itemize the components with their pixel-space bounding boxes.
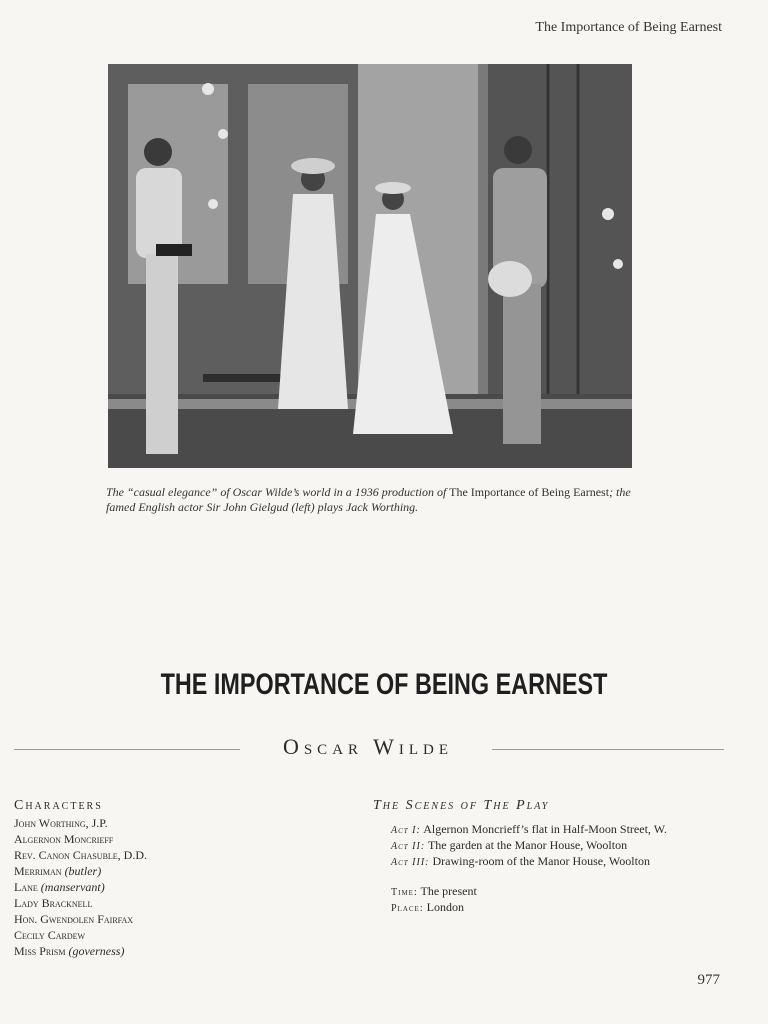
character-item: Rev. Canon Chasuble, D.D.: [14, 848, 148, 862]
scenes-section: [373, 798, 733, 916]
rule-right: [492, 749, 724, 750]
page-number: 977: [697, 972, 720, 988]
caption-play-title: The Importance of Being Earnest: [449, 485, 610, 499]
character-item: Lane (manservant): [14, 880, 105, 894]
running-head: The Importance of Being Earnest: [535, 20, 722, 35]
character-item: Merriman (butler): [14, 864, 102, 878]
production-photo: [108, 64, 632, 468]
caption-text-continued: ; the famed English actor Sir John Gielgud (left) plays Jack Worthing.: [106, 485, 631, 514]
photo-caption: [106, 485, 646, 515]
character-item: Cecily Cardew: [14, 928, 86, 942]
character-item: Miss Prism (governess): [14, 944, 125, 958]
caption-text: The “casual elegance” of Oscar Wilde’s world in a 1936 production of: [106, 485, 447, 499]
place-line: Place: London: [391, 900, 464, 914]
characters-heading: Characters: [14, 798, 103, 813]
time-line: Time: The present: [391, 884, 477, 898]
act-item: Act III: Drawing-room of the Manor House, Woolton: [391, 854, 650, 868]
character-item: Algernon Moncrieff: [14, 832, 114, 846]
act-item: Act II: The garden at the Manor House, Woolton: [391, 838, 628, 852]
character-item: John Worthing, J.P.: [14, 816, 108, 830]
act-item: Act I: Algernon Moncrieff’s flat in Half-Moon Street, W.: [391, 822, 667, 836]
author-line: [14, 734, 724, 764]
characters-section: [14, 798, 314, 959]
play-title: THE IMPORTANCE OF BEING EARNEST: [160, 668, 608, 701]
rule-left: [14, 749, 240, 750]
character-item: Hon. Gwendolen Fairfax: [14, 912, 134, 926]
scenes-heading: The Scenes of The Play: [373, 798, 550, 813]
character-item: Lady Bracknell: [14, 896, 93, 910]
author-name: Oscar Wilde: [282, 734, 454, 759]
